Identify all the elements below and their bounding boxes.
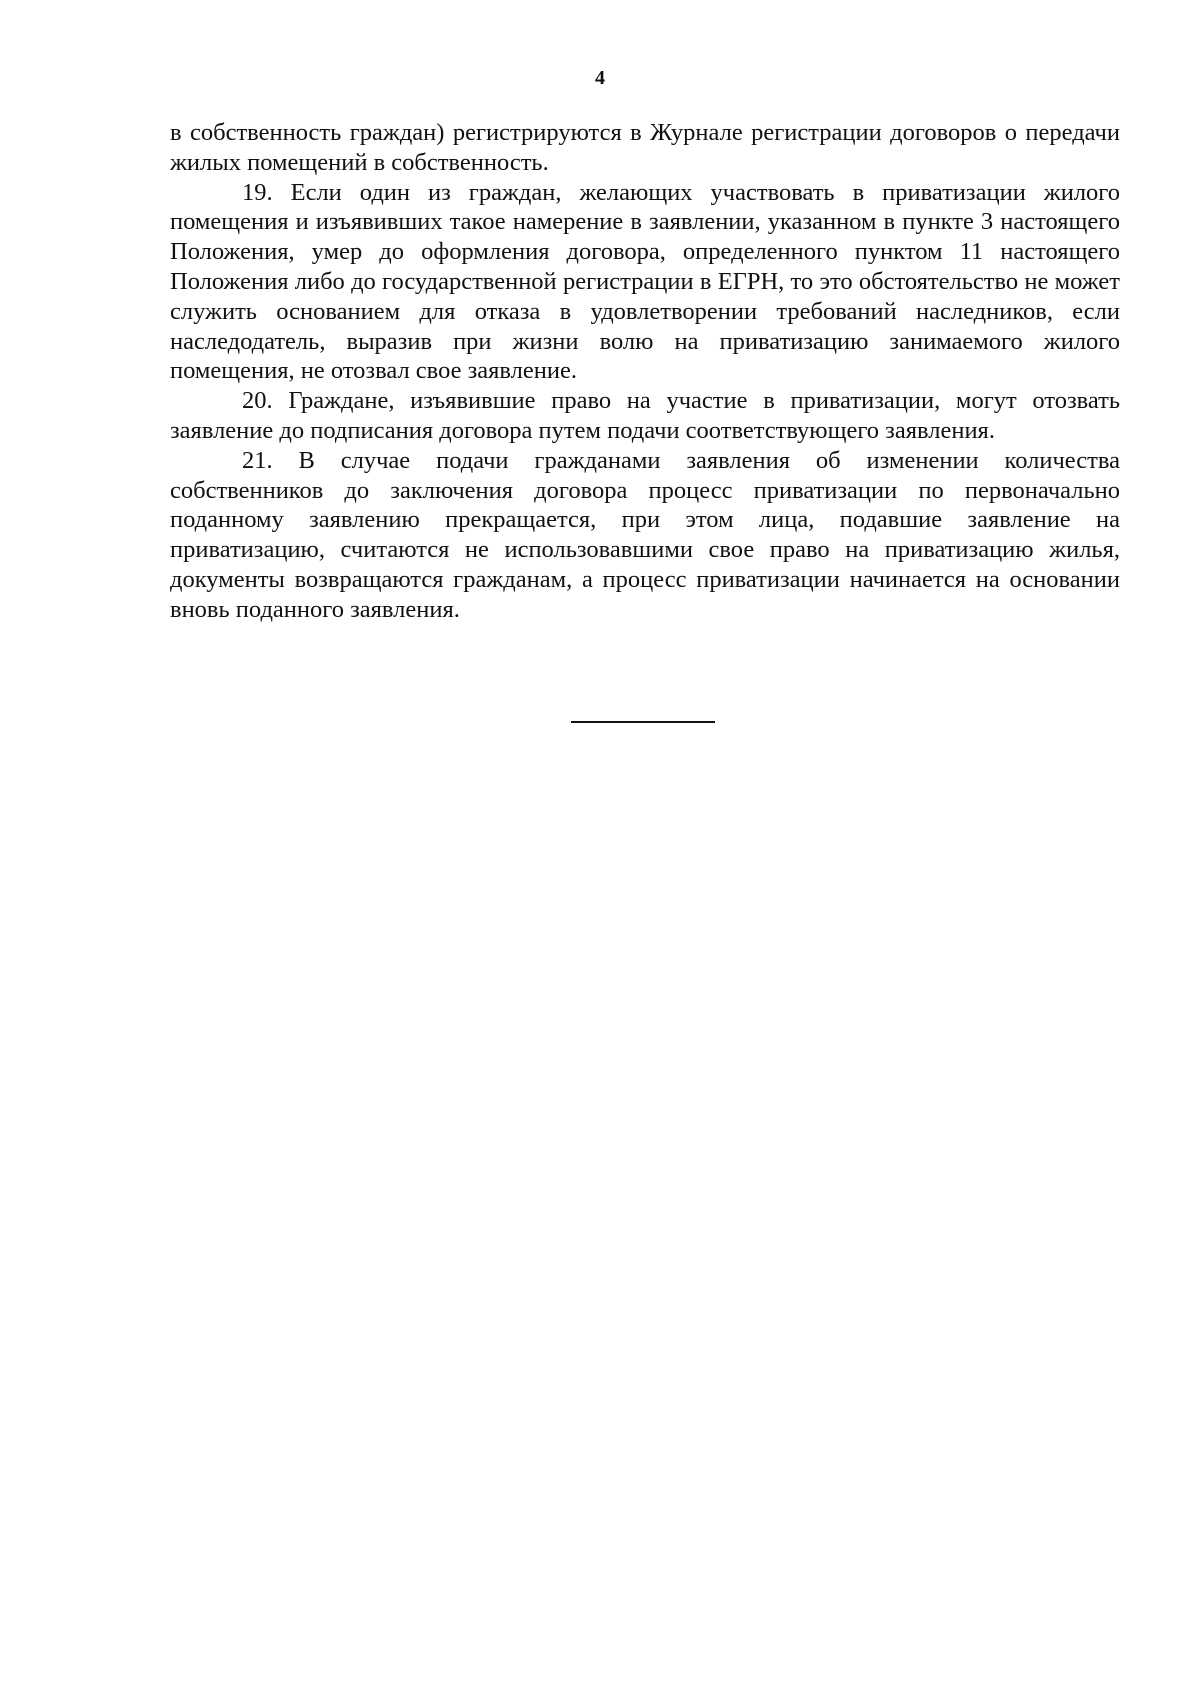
paragraph-item-19: 19. Если один из граждан, желающих участвовать в приватизации жилого помещения и изъявивших такое намерение в заявлении, указанном в пункте 3 настоящего Положения, умер до оформления договора, определенного пунктом 11 настоящего Положения либо до государственной регистрации в ЕГРН, то это обстоятельство не может служить основанием для отказа в удовлетворении требований наследников, если наследодатель, выразив при жизни волю на приватизацию занимаемого жилого помещения, не отозвал свое заявление. [170,178,1120,385]
end-of-text-rule [571,721,715,723]
document-body [170,118,1120,625]
paragraph-item-20: 20. Граждане, изъявившие право на участие в приватизации, могут отозвать заявление до подписания договора путем подачи соответствующего заявления. [170,387,1120,444]
page-number: 4 [595,67,605,89]
paragraph-item-21: 21. В случае подачи гражданами заявления об изменении количества собственников до заключения договора процесс приватизации по первоначально поданному заявлению прекращается, при этом лица, подавшие заявление на приватизацию, считаются не использовавшими свое право на приватизацию жилья, документы возвращаются гражданам, а процесс приватизации начинается на основании вновь поданного заявления. [170,446,1120,623]
paragraph-continuation: в собственность граждан) регистрируются в Журнале регистрации договоров о передачи жилых помещений в собственность. [170,119,1120,176]
